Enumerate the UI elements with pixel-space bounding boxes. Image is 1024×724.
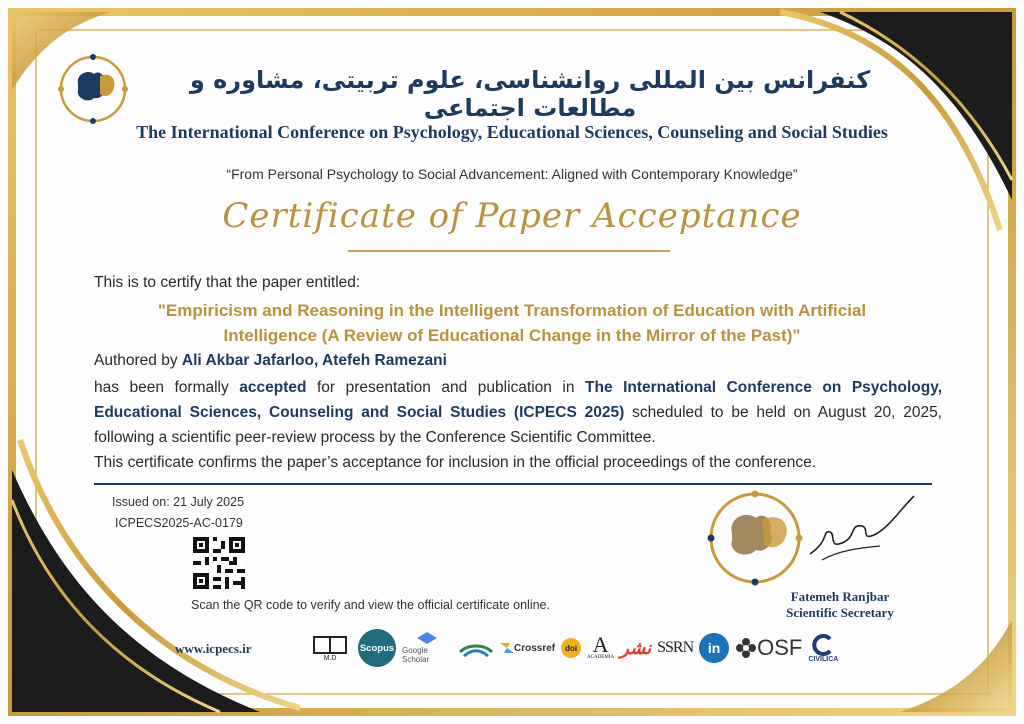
verification-qr-code[interactable] xyxy=(193,537,245,589)
academia-logo: A ACADEMIA xyxy=(587,632,615,660)
book-icon xyxy=(312,635,348,655)
footer-divider xyxy=(94,483,932,485)
linkedin-logo: in xyxy=(699,633,729,663)
para-part-1: has been formally xyxy=(94,379,229,396)
website-link[interactable]: www.icpecs.ir xyxy=(175,641,252,656)
crossref-logo: Crossref xyxy=(500,641,555,655)
authored-by-label: Authored by xyxy=(94,352,178,369)
issued-date: Issued on: 21 July 2025 xyxy=(112,495,245,509)
signer-role: Scientific Secretary xyxy=(786,605,894,620)
journal-books-logo xyxy=(458,636,494,660)
para-part-3: scheduled to be held on August 20, 2025, following a scientific peer-review process by the Conference Scientific Committee. xyxy=(94,404,942,446)
certificate-id: ICPECS2025-AC-0179 xyxy=(115,516,243,530)
scopus-logo: Scopus xyxy=(358,629,396,667)
para-part-2: for presentation and publication in xyxy=(317,379,575,396)
doi-logo: doi xyxy=(561,638,581,658)
para-part-4: This certificate confirms the paper’s acceptance for inclusion in the official proceedings of the conference. xyxy=(94,454,817,471)
nashr-logo: نشر xyxy=(620,637,652,658)
persian-conference-title: کنفرانس بین المللی روانشناسی، علوم تربیتی، مشاوره و مطالعات اجتماعی xyxy=(189,66,871,122)
osf-logo: OSF xyxy=(735,635,802,661)
acceptance-paragraph xyxy=(94,375,942,475)
conference-name: The International Conference on Psychology, Educational Sciences, Counseling and Social Studies (ICPECS 2025) xyxy=(94,379,942,421)
english-conference-title: The International Conference on Psychology, Educational Sciences, Counseling and Social Studies xyxy=(136,122,888,142)
indexing-logos xyxy=(308,628,838,668)
osf-flower-icon xyxy=(735,637,757,659)
civilica-logo: CIVILICA xyxy=(808,634,838,663)
crossref-icon xyxy=(500,641,514,655)
ssrn-logo: SSRN xyxy=(657,639,694,656)
md-logo: M.D xyxy=(308,630,352,666)
seal-and-signature xyxy=(700,490,920,590)
authors-line xyxy=(94,352,447,370)
scholar-cap-icon xyxy=(417,632,437,646)
author-names: Ali Akbar Jafarloo, Atefeh Ramezani xyxy=(181,352,447,369)
certify-intro: This is to certify that the paper entitled: xyxy=(94,274,361,291)
conference-logo xyxy=(58,54,128,124)
qr-instructions: Scan the QR code to verify and view the official certificate online. xyxy=(191,598,550,612)
certificate-title: Certificate of Paper Acceptance xyxy=(222,196,802,236)
paper-title: "Empiricism and Reasoning in the Intelligent Transformation of Education with Artificial Intelligence (A Review of Educational Change in the Mirror of the Past)" xyxy=(157,301,867,345)
signer-name: Fatemeh Ranjbar xyxy=(790,589,890,604)
conference-slogan: “From Personal Psychology to Social Advancement: Aligned with Contemporary Knowledge” xyxy=(226,166,798,182)
accepted-word: accepted xyxy=(239,379,307,396)
google-scholar-logo: Google Scholar xyxy=(402,632,452,664)
title-underline xyxy=(348,250,670,252)
civilica-icon xyxy=(812,634,834,656)
